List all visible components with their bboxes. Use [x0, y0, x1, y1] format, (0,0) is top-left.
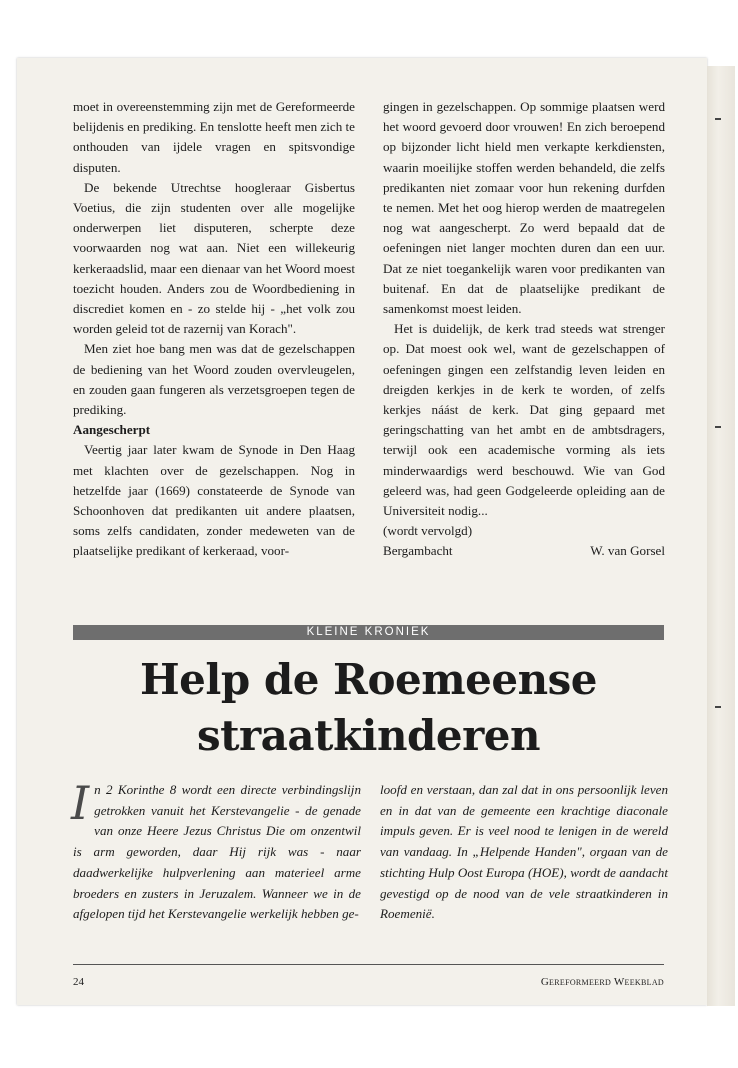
- drop-cap: I: [71, 776, 90, 830]
- paragraph: Veertig jaar later kwam de Synode in Den Haag met klachten over de gezelschappen. Nog in hetzelfde jaar (1669) constateerde de Synode van Schoonhoven dat predikanten uit andere plaatsen, soms zelfs candidaten, zonder medeweten van de plaatselijke predikant of kerkeraad, voor-: [73, 442, 355, 559]
- article-title: [73, 652, 664, 764]
- continued-note: (wordt vervolgd): [383, 523, 473, 539]
- footer-divider: [73, 964, 664, 965]
- next-page-edge: [707, 66, 735, 1006]
- title-line: Help de Roemeense: [140, 655, 597, 704]
- subheading: Aangescherpt: [73, 422, 151, 438]
- paragraph: Het is duidelijk, de kerk trad steeds wat strenger op. Dat moest ook wel, want de gezelschappen of oefeningen gingen een zelfstandig leven leiden en dreigden kerkjes in de kerk te worden, of zelfs kerkjes náást de kerk. Dat ging gepaard met geringschatting van het ambt en de ambtsdragers, terwijl ook een academische vorming als iets minderwaardigs werd beschouwd. Wie van God geleerd was, had geen Godgeleerde opleiding aan de Universiteit nodig...: [383, 321, 665, 519]
- intro-text: loofd en verstaan, dan zal dat in ons persoonlijk leven en in dat van de gemeente een krachtige diaconale impuls geven. Er is veel nood te lenigen in de wereld van vandaag. In „Helpende Handen", orgaan van de stichting Hulp Oost Europa (HOE), wordt de aandacht gevestigd op de nood van de vele straatkinderen in Roemenië.: [380, 782, 668, 922]
- signature-place: Bergambacht: [383, 543, 453, 559]
- paragraph: De bekende Utrechtse hoogleraar Gisbertus Voetius, die zijn studenten over alle mogelijke onderwerpen liet disputeren, scherpte deze voorwaarden nog wat aan. Niet een willekeurig kerkeraadslid, maar een dienaar van het Woord moest toezicht houden. Anders zou de Woordbediening in discrediet komen en - zo stelde hij - „het volk zou worden geleid tot de razernij van Korach".: [73, 179, 355, 337]
- section-banner: KLEINE KRONIEK: [73, 625, 664, 640]
- intro-right-column: [380, 780, 668, 925]
- article-left-column: [73, 97, 355, 562]
- paragraph: Men ziet hoe bang men was dat de gezelschappen de bediening van het Woord zouden overvleugelen, en zouden gaan fungeren als verzetsgroepen tegen de prediking.: [73, 341, 355, 418]
- article-right-column: [383, 97, 665, 562]
- paragraph: moet in overeenstemming zijn met de Gereformeerde belijdenis en prediking. En tenslotte heeft men zich te onthouden van ijdele vragen en spitsvondige disputen.: [73, 99, 355, 175]
- intro-left-column: [71, 776, 361, 925]
- edge-mark: [715, 426, 721, 428]
- publication-name: Gereformeerd Weekblad: [540, 976, 664, 988]
- edge-mark: [715, 706, 721, 708]
- edge-mark: [715, 118, 721, 120]
- intro-text: n 2 Korinthe 8 wordt een directe verbindingslijn getrokken vanuit het Kerstevangelie - de genade van onze Heere Jezus Christus Die om onzentwil is arm geworden, daar Hij rijk was - naar daadwerkelijke hulpverlening aan materieel arme broeders en zusters in Jeruzalem. Wanneer we in de afgelopen tijd het Kerstevangelie werkelijk hebben ge-: [73, 782, 361, 922]
- paragraph: gingen in gezelschappen. Op sommige plaatsen werd het woord gevoerd door vrouwen! En zich beroepend op bijzonder licht hield men verkapte kerkdiensten, waarin moeilijke stoffen werden behandeld, die zelfs predikanten niet zomaar voor hun rekening durfden te nemen. Met het oog hierop werden de maatregelen nog wat aangescherpt. Zo werd bepaald dat de oefeningen niet langer mochten duren dan een uur. Dat ze niet toegankelijk waren voor predikanten van buitenaf. En dat de plaatselijke predikant de samenkomst moest leiden.: [383, 99, 665, 317]
- page-number: 24: [73, 976, 84, 988]
- signature-author: W. van Gorsel: [590, 543, 665, 559]
- page-footer: [73, 976, 664, 988]
- signature-row: [383, 541, 665, 561]
- title-line: straatkinderen: [196, 711, 541, 760]
